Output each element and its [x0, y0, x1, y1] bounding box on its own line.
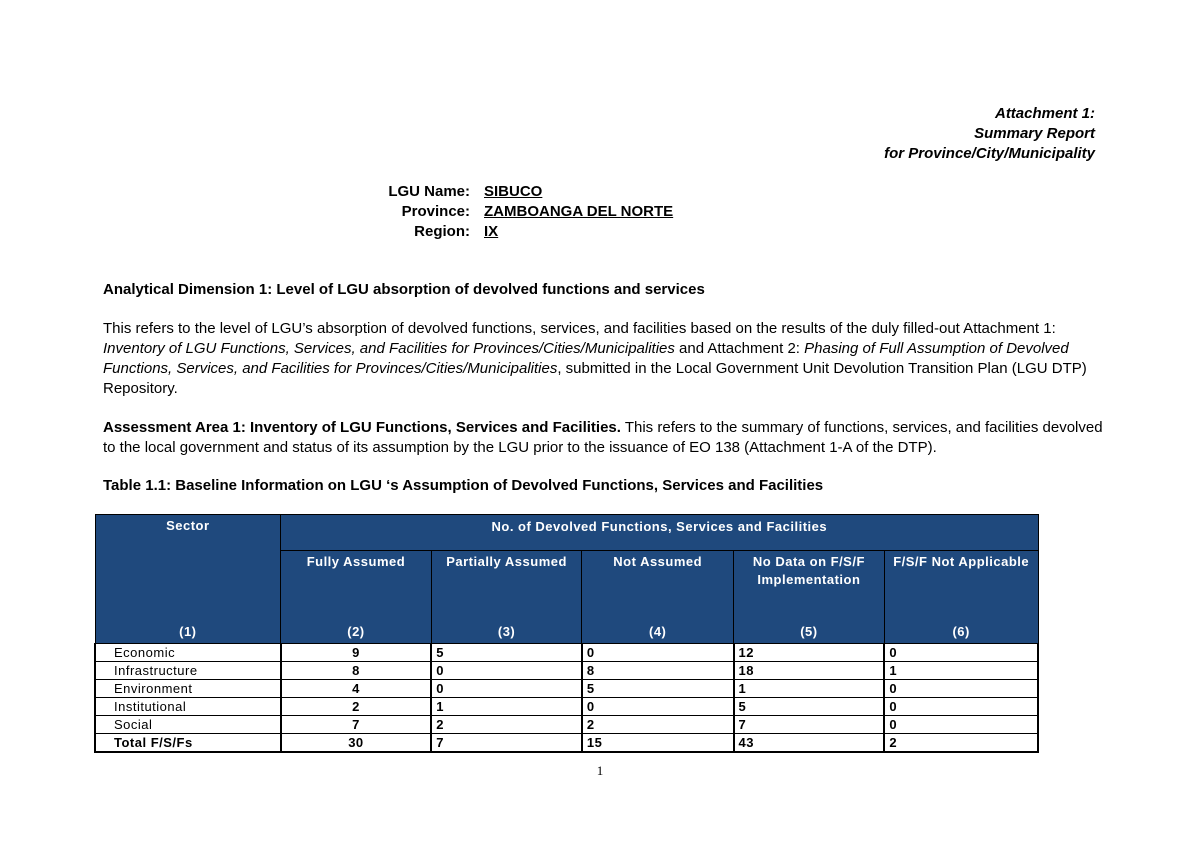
col-header-not-assumed: [582, 551, 734, 644]
value-cell: 2: [582, 716, 734, 734]
value-cell: 7: [734, 716, 885, 734]
value-cell: 2: [431, 716, 582, 734]
value-cell: 0: [884, 680, 1038, 698]
sector-header-label: Sector: [166, 518, 210, 533]
total-value-cell: 30: [281, 734, 432, 753]
value-cell: 5: [582, 680, 734, 698]
table-row: [95, 644, 1038, 662]
sector-cell: Infrastructure: [95, 662, 281, 680]
region-value: IX: [484, 223, 499, 240]
total-value-cell: 2: [884, 734, 1038, 753]
intro-italic-2: Phasing of Full Assumption of Devolved Functions, Services, and Facilities for Provinces/Cities/Municipalities: [103, 340, 1069, 377]
lgu-name-row: [330, 182, 673, 202]
value-cell: 1: [734, 680, 885, 698]
col-header-not-applicable: [884, 551, 1038, 644]
col-num: (4): [648, 624, 667, 639]
total-value-cell: 15: [582, 734, 734, 753]
lgu-name-label: LGU Name:: [388, 183, 470, 200]
assessment-title: Assessment Area 1: Inventory of LGU Functions, Services and Facilities.: [103, 419, 621, 436]
sector-header: [95, 515, 281, 644]
col-label: Not Assumed: [613, 554, 703, 569]
value-cell: 12: [734, 644, 885, 662]
value-cell: 0: [884, 644, 1038, 662]
baseline-table: [94, 514, 1039, 753]
table-row: [95, 716, 1038, 734]
value-cell: 1: [431, 698, 582, 716]
table-row: [95, 698, 1038, 716]
col-header-partially-assumed: [431, 551, 582, 644]
col-label: Partially Assumed: [446, 554, 567, 569]
table-title: Table 1.1: Baseline Information on LGU ‘s Assumption of Devolved Functions, Services and Facilities: [103, 477, 824, 494]
col-num: (3): [497, 624, 516, 639]
col-label: Fully Assumed: [306, 554, 406, 569]
attachment-line-2: Summary Report: [974, 125, 1095, 142]
value-cell: 8: [582, 662, 734, 680]
col-label: F/S/F Not Applicable: [893, 554, 1030, 569]
col-num: (2): [347, 624, 365, 639]
value-cell: 7: [281, 716, 432, 734]
total-label-cell: Total F/S/Fs: [95, 734, 281, 753]
value-cell: 0: [431, 680, 582, 698]
attachment-line-1: Attachment 1:: [994, 105, 1095, 122]
sector-header-num: (1): [179, 624, 197, 639]
value-cell: 1: [884, 662, 1038, 680]
attachment-heading: [695, 104, 1095, 164]
intro-italic-1: Inventory of LGU Functions, Services, and Facilities for Provinces/Cities/Municipalities: [103, 340, 675, 357]
col-header-no-data: [734, 551, 885, 644]
value-cell: 0: [431, 662, 582, 680]
total-value-cell: 43: [734, 734, 885, 753]
value-cell: 4: [281, 680, 432, 698]
attachment-line-3: for Province/City/Municipality: [884, 145, 1095, 162]
lgu-name-value: SIBUCO: [484, 183, 543, 200]
col-num: (5): [800, 624, 818, 639]
table-row: [95, 680, 1038, 698]
intro-text-3: , submitted in the Local Government Unit Devolution Transition Plan (LGU DTP) Repository.: [103, 360, 1087, 397]
col-header-fully-assumed: [281, 551, 432, 644]
value-cell: 2: [281, 698, 432, 716]
province-row: [330, 202, 673, 222]
value-cell: 18: [734, 662, 885, 680]
value-cell: 5: [734, 698, 885, 716]
sector-cell: Environment: [95, 680, 281, 698]
col-num: (6): [952, 624, 970, 639]
province-label: Province:: [401, 203, 470, 220]
total-row: [95, 734, 1038, 753]
table-row: [95, 662, 1038, 680]
assessment-paragraph: [103, 418, 1103, 458]
lgu-info: [330, 182, 673, 242]
total-value-cell: 7: [431, 734, 582, 753]
page-number: 1: [596, 763, 604, 778]
value-cell: 0: [582, 698, 734, 716]
intro-text-2: and Attachment 2:: [674, 340, 805, 357]
value-cell: 5: [431, 644, 582, 662]
col-label: No Data on F/S/F Implementation: [752, 554, 865, 587]
value-cell: 8: [281, 662, 432, 680]
value-cell: 0: [582, 644, 734, 662]
sector-cell: Institutional: [95, 698, 281, 716]
sector-cell: Economic: [95, 644, 281, 662]
group-header: No. of Devolved Functions, Services and Facilities: [281, 515, 1038, 551]
region-label: Region:: [414, 223, 470, 240]
province-value: ZAMBOANGA DEL NORTE: [484, 203, 674, 220]
region-row: [330, 222, 673, 242]
value-cell: 0: [884, 716, 1038, 734]
assessment-text: This refers to the summary of functions, services, and facilities devolved to the local government and status of its assumption by the LGU prior to the issuance of EO 138 (Attachment 1-A of the DTP).: [103, 419, 1103, 456]
value-cell: 0: [884, 698, 1038, 716]
intro-text-1: This refers to the level of LGU’s absorption of devolved functions, services, and facilities based on the results of the duly filled-out Attachment 1:: [103, 320, 1056, 337]
sector-cell: Social: [95, 716, 281, 734]
section-heading: Analytical Dimension 1: Level of LGU absorption of devolved functions and services: [103, 281, 705, 298]
value-cell: 9: [281, 644, 432, 662]
intro-paragraph: [103, 319, 1103, 399]
document-body: [103, 280, 1103, 494]
